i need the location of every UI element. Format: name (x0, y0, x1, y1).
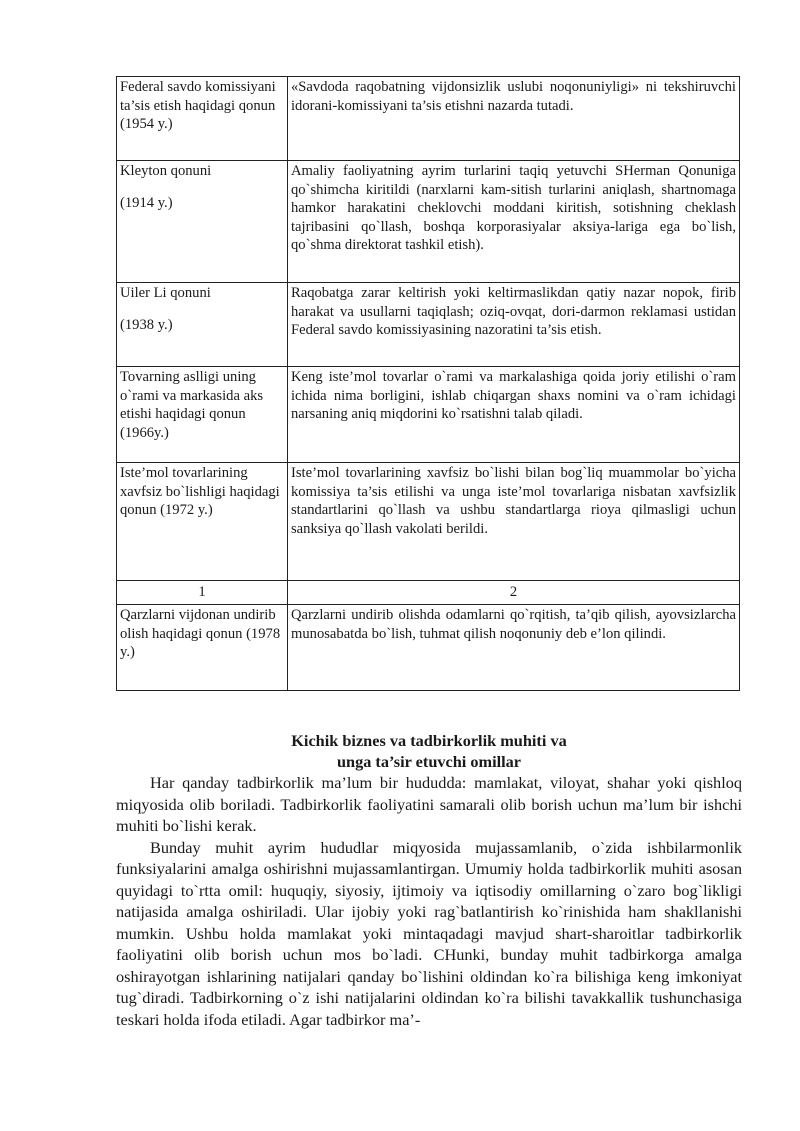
law-name-cell (117, 463, 288, 581)
section-heading-line: unga ta’sir etuvchi omillar (336, 752, 522, 771)
table-row (117, 605, 740, 691)
laws-table (116, 76, 740, 691)
law-name-cell (117, 77, 288, 161)
law-name: Qarzlarni vijdonan undirib olish haqidagi qonun (1978 y.) (120, 607, 281, 660)
law-description-cell: Keng iste’mol tovarlar o`rami va markalashiga qoida joriy etilishi o`ram ichida nima borligini, ishlab chiqargan shaxs nomini va o`ram ichidagi narsaning aniq miqdorini ko`rsatishni talab qiladi. (288, 367, 740, 463)
law-name: Uiler Li qonuni (120, 285, 211, 301)
law-name: Iste’mol tovarlarining xavfsiz bo`lishligi haqidagi qonun (1972 y.) (120, 465, 280, 518)
law-description-cell: «Savdoda raqobatning vijdonsizlik uslubi noqonuniyligi» ni tekshiruvchi idorani-komissiyani ta’sis etishni nazarda tutadi. (288, 77, 740, 161)
law-year: (1914 y.) (120, 194, 173, 211)
table-row (117, 161, 740, 283)
law-name: Federal savdo komissiyani ta’sis etish haqidagi qonun (1954 y.) (120, 79, 276, 132)
law-name: Kleyton qonuni (120, 163, 212, 179)
table-row (117, 283, 740, 367)
law-description-cell: Amaliy faoliyatning ayrim turlarini taqiq yetuvchi SHerman Qonuniga qo`shimcha kiritildi (narxlarni kam-sitish turlarini aniqlash, shartnomaga hamkor harakatini cheklovchi moddani kiritish, sotishning cheklash tajribasini qo`llash, boshqa korporasiyalar aksiya-lariga ega bo`lish, qo`shma direktorat tashkil etish). (288, 161, 740, 283)
law-description-cell: Raqobatga zarar keltirish yoki keltirmaslikdan qatiy nazar nopok, firib harakat va usullarni taqiqlash; oziq-ovqat, dori-darmon reklamasi ustidan Federal savdo komissiyasining nazoratini ta’sis etish. (288, 283, 740, 367)
table-row (117, 77, 740, 161)
table-row (117, 367, 740, 463)
section-body (116, 730, 742, 1030)
law-name: Tovarning aslligi uning o`rami va markasida aks etishi haqidagi qonun (1966y.) (120, 369, 264, 441)
paragraph: Har qanday tadbirkorlik ma’lum bir hududda: mamlakat, viloyat, shahar yoki qishloq miqyosida olib boriladi. Tadbirkorlik faoliyatini samarali olib borish uchun ma’lum bir ishchi muhiti bo`lishi kerak. (116, 773, 742, 835)
column-number-row (117, 581, 740, 605)
law-description-cell: Iste’mol tovarlarining xavfsiz bo`lishi bilan bog`liq muammolar bo`yicha komissiya ta’sis etilishi va unga iste’mol tovarlariga nisbatan xavfsizlik standartlarini qo`llash va ushbu standartlarga rioya qilmasligi uchun sanksiya qo`llash vakolati berildi. (288, 463, 740, 581)
column-number: 1 (117, 581, 288, 605)
law-description-cell: Qarzlarni undirib olishda odamlarni qo`rqitish, ta’qib qilish, ayovsizlarcha munosabatda bo`lish, tuhmat qilish noqonuniy deb e’lon qilindi. (288, 605, 740, 691)
column-number: 2 (288, 581, 740, 605)
table-row (117, 463, 740, 581)
law-name-cell (117, 605, 288, 691)
law-name-cell (117, 367, 288, 463)
section-heading-line: Kichik biznes va tadbirkorlik muhiti va (291, 731, 567, 750)
law-year: (1938 y.) (120, 316, 173, 333)
paragraph: Bunday muhit ayrim hududlar miqyosida mujassamlanib, o`zida ishbilarmonlik funksiyalarini amalga oshirishni mujassamlantirgan. Umumiy holda tadbirkorlik muhiti asosan quyidagi to`rtta omil: huquqiy, siyosiy, ijtimoiy va iqtisodiy omillarning o`zaro bog`likligi natijasida amalga oshiriladi. Ular ijobiy yoki rag`batlantirish ko`rinishida ham shakllanishi mumkin. Ushbu holda mamlakat yoki mintaqadagi mavjud shart-sharoitlar tadbirkorlik faoliyatini olib borish uchun mos bo`ladi. CHunki, bunday muhit tadbirkorga amalga oshirayotgan ishlarining natijalari qanday bo`lishini oldindan ko`ra bilishiga keng imkoniyat tug`diradi. Tadbirkorning o`z ishi natijalarini oldindan ko`ra bilishi tavakkallik tushunchasiga teskari holda ifoda etiladi. Agar tadbirkor ma’- (116, 837, 742, 1029)
law-name-cell (117, 283, 288, 367)
law-name-cell (117, 161, 288, 283)
section-heading (116, 730, 742, 772)
